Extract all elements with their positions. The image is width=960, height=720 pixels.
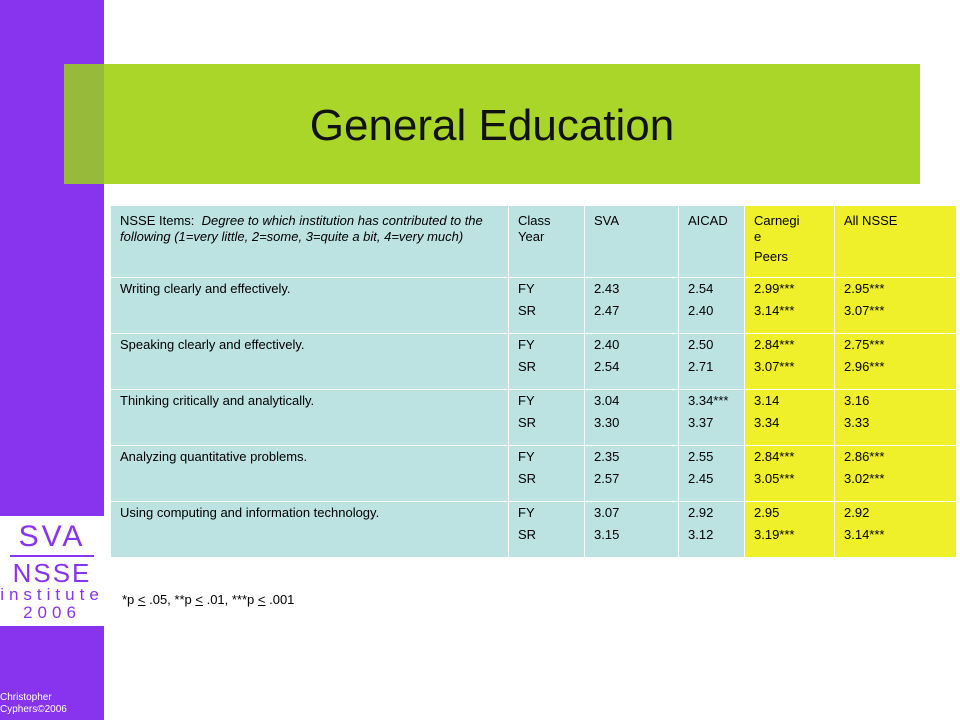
row-all-nsse [835,278,957,334]
header-all-nsse: All NSSE [835,206,957,278]
sva-sr-value: 3.15 [594,527,620,542]
row-aicad [679,334,745,390]
row-class-year [509,278,585,334]
all-sr-value: 3.07*** [844,303,885,318]
carnegie-fy-value: 3.14 [754,393,780,408]
table-row [111,278,957,334]
aicad-fy-value: 3.34*** [688,393,729,408]
carnegie-sr-value: 3.05*** [754,471,795,486]
row-item: Using computing and information technology. [111,502,509,558]
class-fy: FY [518,505,535,520]
class-fy: FY [518,449,535,464]
carnegie-fy-value: 2.84*** [754,449,795,464]
aicad-fy-value: 2.54 [688,281,714,296]
logo-nsse-text: NSSE [12,558,92,588]
carnegie-sr-value: 3.14*** [754,303,795,318]
aicad-fy-value: 2.55 [688,449,714,464]
logo-sva-text: SVA [18,520,86,553]
aicad-fy-value: 2.50 [688,337,714,352]
aicad-sr-value: 3.12 [688,527,714,542]
author-credit: Christopher Cyphers©2006 [0,692,67,715]
sva-sr-value: 2.57 [594,471,620,486]
header-carnegie-line1: Carnegi [754,213,800,228]
row-aicad [679,502,745,558]
row-aicad [679,446,745,502]
row-all-nsse [835,446,957,502]
header-aicad: AICAD [679,206,745,278]
class-sr: SR [518,415,537,430]
significance-footnote [122,592,294,607]
row-sva [585,502,679,558]
sva-fy-value: 2.43 [594,281,620,296]
footnote-lt-1: < [137,592,146,607]
row-carnegie [745,390,835,446]
header-item-lead: NSSE Items: [120,213,195,228]
sva-nsse-logo [0,516,104,626]
class-fy: FY [518,281,535,296]
row-class-year [509,334,585,390]
all-sr-value: 3.14*** [844,527,885,542]
header-class-year: Class Year [509,206,585,278]
footnote-v2: .01, ***p [202,592,258,607]
table-row [111,390,957,446]
row-sva [585,390,679,446]
row-carnegie [745,502,835,558]
header-carnegie-line2: e [754,229,762,244]
row-item: Speaking clearly and effectively. [111,334,509,390]
table-header-row [111,206,957,278]
row-class-year [509,446,585,502]
all-sr-value: 3.02*** [844,471,885,486]
class-fy: FY [518,393,535,408]
logo-divider [10,555,94,557]
class-sr: SR [518,527,537,542]
row-sva [585,334,679,390]
row-carnegie [745,334,835,390]
row-carnegie [745,446,835,502]
sva-fy-value: 3.04 [594,393,620,408]
footnote-lt-3: < [257,592,266,607]
aicad-fy-value: 2.92 [688,505,714,520]
header-item-desc: Degree to which institution has contributed to the following (1=very little, 2=some, 3=quite a bit, 4=very much) [120,213,483,244]
logo-year-text: 2006 [23,603,81,622]
carnegie-fy-value: 2.84*** [754,337,795,352]
page-title: General Education [309,101,675,150]
carnegie-sr-value: 3.34 [754,415,780,430]
row-sva [585,278,679,334]
footnote-p1: *p [122,592,138,607]
row-class-year [509,502,585,558]
all-sr-value: 3.33 [844,415,870,430]
all-fy-value: 2.75*** [844,337,885,352]
row-all-nsse [835,334,957,390]
row-class-year [509,390,585,446]
row-all-nsse [835,502,957,558]
class-sr: SR [518,471,537,486]
row-aicad [679,390,745,446]
header-sva: SVA [585,206,679,278]
row-aicad [679,278,745,334]
all-fy-value: 2.92 [844,505,870,520]
carnegie-fy-value: 2.95 [754,505,780,520]
row-item: Analyzing quantitative problems. [111,446,509,502]
all-fy-value: 2.95*** [844,281,885,296]
sva-fy-value: 2.40 [594,337,620,352]
sva-sr-value: 2.54 [594,359,620,374]
logo-institute-text: institute [0,585,104,604]
sva-fy-value: 2.35 [594,449,620,464]
carnegie-sr-value: 3.07*** [754,359,795,374]
footnote-lt-2: < [195,592,203,607]
class-fy: FY [518,337,535,352]
sva-fy-value: 3.07 [594,505,620,520]
class-sr: SR [518,303,537,318]
row-item: Writing clearly and effectively. [111,278,509,334]
table-row [111,502,957,558]
row-sva [585,446,679,502]
carnegie-fy-value: 2.99*** [754,281,795,296]
header-carnegie-peers [745,206,835,278]
sva-sr-value: 3.30 [594,415,620,430]
carnegie-sr-value: 3.19*** [754,527,795,542]
all-fy-value: 2.86*** [844,449,885,464]
all-sr-value: 2.96*** [844,359,885,374]
footnote-v1: .05, **p [145,592,196,607]
title-banner [64,64,920,184]
sva-sr-value: 2.47 [594,303,620,318]
aicad-sr-value: 2.45 [688,471,714,486]
footnote-v3: .001 [265,592,295,607]
row-all-nsse [835,390,957,446]
aicad-sr-value: 2.40 [688,303,714,318]
aicad-sr-value: 2.71 [688,359,714,374]
aicad-sr-value: 3.37 [688,415,714,430]
all-fy-value: 3.16 [844,393,870,408]
row-item: Thinking critically and analytically. [111,390,509,446]
table-row [111,446,957,502]
row-carnegie [745,278,835,334]
header-carnegie-line3: Peers [754,249,788,264]
results-table [110,205,957,558]
class-sr: SR [518,359,537,374]
header-nsse-items [111,206,509,278]
table-row [111,334,957,390]
